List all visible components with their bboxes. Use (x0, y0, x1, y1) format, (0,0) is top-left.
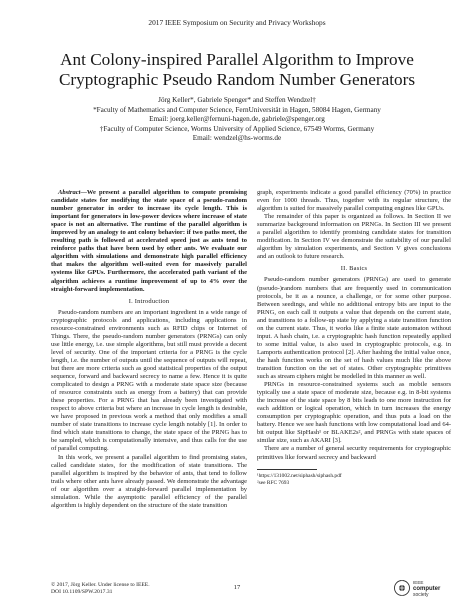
basics-paragraph-2: PRNGs in resource-constrained systems such as mobile sensors typically use a state space of moderate size, because e.g. in 8-bit systems the increase of the state space by 8 bits leads to one more instruction for each addition or logical operation, which in turn increases the energy consumption per cryptographic operation, and thus puts a load on the battery. Hence we see hash functions with low computational load and 64-bit output like SipHash¹ or BLAKE2s², and PRNGs with state spaces of similar size, such as AKARI [3]. (257, 381, 451, 445)
affiliation-1: *Faculty of Mathematics and Computer Science, FernUniversität in Hagen, 58084 Hagen, Germany (93, 105, 381, 114)
page-number: 17 (233, 584, 241, 591)
copyright-line: © 2017, Jörg Keller. Under license to IEEE. (51, 582, 150, 588)
doi-line: DOI 10.1109/SPW.2017.31 (51, 589, 113, 595)
section-heading-introduction: I. Introduction (128, 297, 170, 305)
title-line-1: Ant Colony-inspired Parallel Algorithm to Improve (60, 50, 414, 69)
email-2: Email: wendzel@hs-worms.de (192, 134, 282, 143)
intro-paragraph-1: Pseudo-random numbers are an important ingredient in a wide range of cryptographic protocols and applications, including applications in resource-constrained environments such as RFID chips or Internet of Things. There, the pseudo-random number generators (PRNGs) can only use little energy, i.e. use simple algorithms, but still must provide a decent level of security. One of the important criteria for a PRNG is the cycle length, i.e. the number of outputs until the sequence of outputs will repeat, but there are more criteria such as good statistical properties of the output sequence, forward and backward secrecy to name a few. Hence it is quite complicated to design a PRNG with a moderate state space size (because of resource constraints such as energy from a battery) that can provide these properties. For a PRNG that has already been investigated with respect to above criteria but where an increase in cycle length is desirable, we have proposed in previous work a method that only modifies a small number of state transitions to increase cycle length notably [1]. In order to find which state transitions to change, the state space of the PRNG has to be sampled, which is computationally intensive, and thus calls for the use of parallel computing. (51, 308, 247, 453)
author-block (20, 96, 454, 144)
paper-title (20, 50, 454, 90)
basics-paragraph-1: Pseudo-random number generators (PRNGs) are used to generate (pseudo-)random numbers that are frequently used in communication protocols, be it as a nounce, a challenge, or for some other purpose. Between seedings, and while no additional entropy bits are input to the PRNG, on each call it outputs a value that depends on the current state, and transitions to a follow-up state by applying a state transition function on the current state. Thus, it works like a finite state automaton without input. A hash chain, i.e. a cryptographic hash function repeatedly applied to some initial value, is also used in cryptographic protocols, e.g. in Lamports authentication protocol [2]. After hashing the initial value once, the hash function works on the set of hash values much like the above transition function on the set of states. Other cryptographic primitives such as stream ciphers might be modelled in this manner as well. (257, 276, 451, 381)
footnote-2: ²see RFC 7693 (257, 479, 290, 486)
right-column (257, 189, 451, 487)
footnote-1: ¹https://131002.net/siphash/siphash.pdf (257, 472, 342, 479)
conference-header: 2017 IEEE Symposium on Security and Privacy Workshops (148, 18, 326, 27)
intro-paragraph-2: In this work, we present a parallel algorithm to find promising states, called candidate states, for the modification of state transitions. The parallel algorithm is inspired by the behavior of ants, that tend to follow trails where other ants have already passed. We demonstrate the advantage of our algorithm over a straight-forward parallel implementation by simulation. While the asymptotic parallel efficiency of the parallel algorithm is highly dependent on the structure of the state transition (51, 453, 247, 509)
abstract-lead: Abstract (58, 189, 81, 196)
author-names: Jörg Keller*, Gabriele Spenger* and Steffen Wendzel† (158, 96, 316, 104)
title-line-2: Cryptographic Pseudo Random Number Generators (58, 70, 416, 89)
logo-text-society: society (413, 592, 429, 598)
right-paragraph-1: graph, experiments indicate a good parallel efficiency (70%) in practice even for 1000 threads. Thus, together with its regular structure, the algorithm is suited for massively parallel computing engines like GPUs. (257, 189, 451, 213)
right-paragraph-2: The remainder of this paper is organized as follows. In Section II we summarize background information on PRNGs. In Section III we present a parallel algorithm to identify promising candidate states for transition modification. In Section IV we demonstrate the suitability of our parallel algorithm by simulation experiments, and Section V gives conclusions and an outlook to future research. (257, 213, 451, 261)
left-column (51, 189, 247, 510)
email-1: Email: joerg.keller@fernuni-hagen.de, gabriele@spenger.org (149, 115, 325, 124)
footnote-rule (257, 469, 317, 470)
abstract (51, 189, 247, 294)
section-heading-basics: II. Basics (340, 265, 368, 273)
logo-text-computer: computer (413, 586, 441, 592)
basics-paragraph-3: There are a number of general security requirements for cryptographic primitives like forward secrecy and backward (257, 445, 451, 461)
ieee-computer-society-logo (394, 577, 450, 599)
abstract-text: —We present a parallel algorithm to compute promising candidate states for modifying the state space of a pseudo-random number generator in order to increase its cycle length. This is important for generators in low-power devices where increase of state space is not an alternative. The runtime of the parallel algorithm is improved by an analogy to ant colony behavior: if two paths meet, the resulting path is followed at accelerated speed just as ants tend to reinforce paths that have been used by other ants. We evaluate our algorithm with simulations and demonstrate high parallel efficiency that makes the algorithm well-suited even for massively parallel systems like GPUs. Furthermore, the accelerated path variant of the algorithm achieves a runtime improvement of up to 4% over the straight-forward implementation. (51, 189, 247, 293)
affiliation-2: †Faculty of Computer Science, Worms University of Applied Science, 67549 Worms, Germany (99, 124, 375, 133)
logo-text-ieee: IEEE (413, 580, 424, 585)
